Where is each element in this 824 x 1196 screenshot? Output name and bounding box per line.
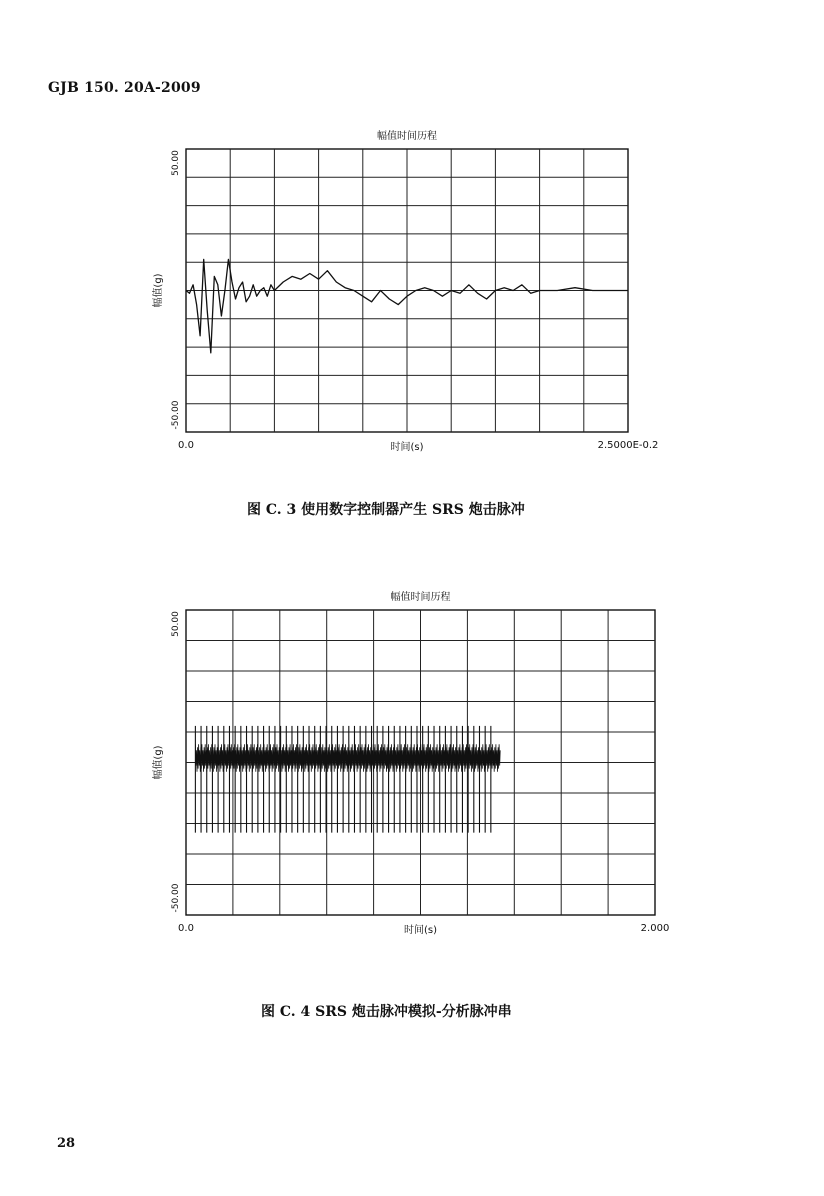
x-axis-label: 时间(s): [390, 442, 424, 453]
chart-title: 幅值时间历程: [377, 131, 437, 142]
x-tick-label-end: 2.5000E-0.2: [597, 440, 659, 451]
y-tick-label-top: 50.00: [171, 150, 181, 176]
y-tick-label-bottom: -50.00: [171, 400, 181, 430]
chart-title: 幅值时间历程: [390, 592, 451, 603]
page-number: 28: [57, 1136, 76, 1151]
y-tick-label-bottom: -50.00: [171, 883, 181, 913]
y-tick-label-top: 50.00: [171, 611, 181, 637]
y-axis-label: 幅值(g): [153, 745, 164, 780]
x-tick-label-start: 0.0: [178, 923, 194, 934]
chart-c3: [0, 0, 824, 470]
standard-code: GJB 150. 20A-2009: [48, 80, 201, 96]
chart-c4: [0, 560, 824, 960]
x-tick-label-start: 0.0: [178, 440, 194, 451]
figure-c4-caption: 图 C. 4 SRS 炮击脉冲模拟-分析脉冲串: [261, 1004, 512, 1020]
x-axis-label: 时间(s): [403, 925, 438, 936]
x-tick-label-end: 2.000: [640, 923, 670, 934]
figure-c3-caption: 图 C. 3 使用数字控制器产生 SRS 炮击脉冲: [247, 502, 525, 518]
pulse-train-series: [195, 726, 490, 833]
y-axis-label: 幅值(g): [153, 273, 164, 308]
